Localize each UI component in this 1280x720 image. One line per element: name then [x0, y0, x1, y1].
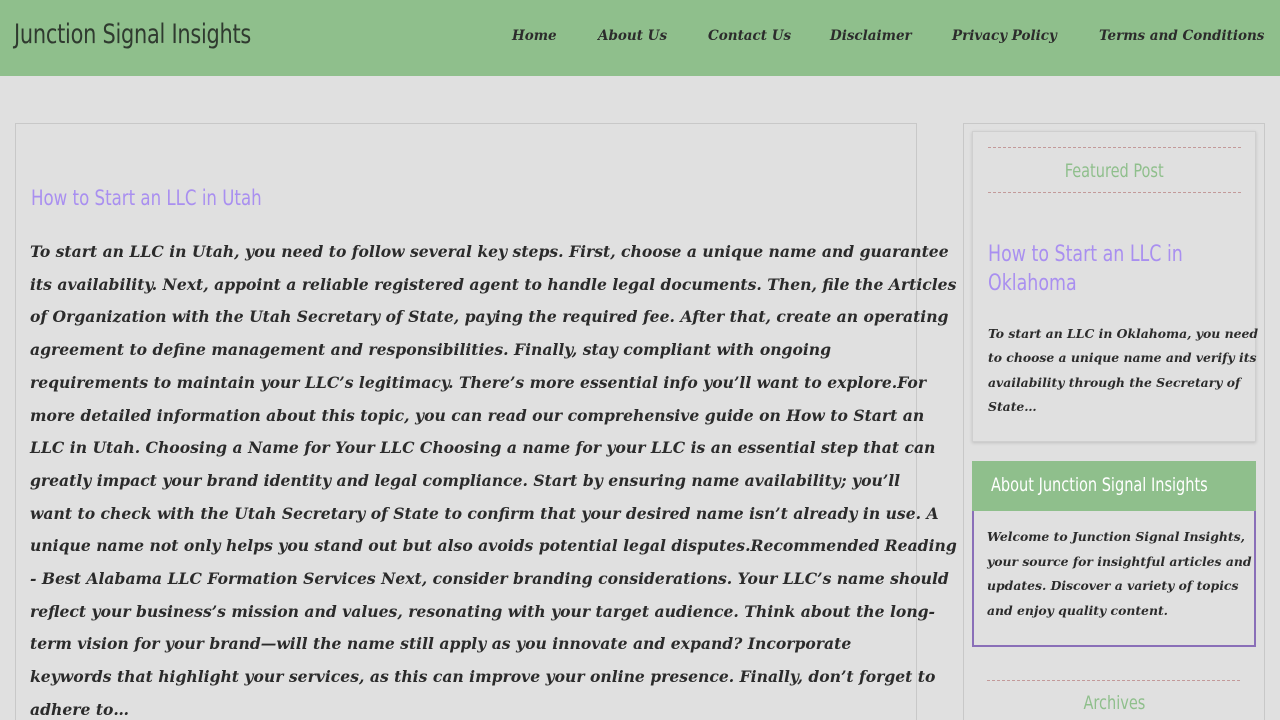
- post-excerpt-line: - Best Alabama LLC Formation Services Next, consider branding considerations. Your LLC’s name should: [30, 569, 949, 589]
- post-excerpt: [30, 236, 957, 720]
- about-widget-text: Welcome to Junction Signal Insights, your source for insightful articles and updates. Discover a variety of topics and enjoy quality content.: [987, 529, 1252, 618]
- nav-about-us[interactable]: About Us: [598, 28, 668, 44]
- post-excerpt-line: keywords that highlight your services, as this can improve your online presence. Finally, don’t forget to: [30, 667, 936, 687]
- nav-disclaimer[interactable]: Disclaimer: [830, 28, 912, 44]
- featured-post-title[interactable]: How to Start an LLC in Oklahoma: [988, 242, 1183, 296]
- main-content: [15, 123, 957, 720]
- about-widget-header: [972, 461, 1256, 511]
- site-header: [0, 0, 1280, 76]
- site-title[interactable]: Junction Signal Insights: [14, 19, 252, 50]
- nav-contact-us[interactable]: Contact Us: [708, 28, 792, 44]
- post-excerpt-line: more detailed information about this topic, you can read our comprehensive guide on How to Start an: [30, 405, 925, 425]
- post-excerpt-line: adhere to…: [30, 699, 130, 719]
- divider: [987, 680, 1240, 681]
- post-excerpt-line: LLC in Utah. Choosing a Name for Your LLC Choosing a name for your LLC is an essential step that can: [30, 438, 936, 458]
- featured-post-excerpt: To start an LLC in Oklahoma, you need to choose a unique name and verify its availability through the Secretary of State…: [988, 326, 1259, 415]
- featured-post-widget: [972, 131, 1259, 442]
- about-widget-heading: About Junction Signal Insights: [991, 474, 1208, 496]
- divider: [988, 192, 1241, 193]
- archives-widget: [972, 666, 1256, 720]
- archives-heading: Archives: [1083, 692, 1145, 714]
- nav-terms-and-conditions[interactable]: Terms and Conditions: [1099, 28, 1265, 44]
- post-excerpt-line: reflect your business’s mission and values, resonating with your target audience. Think about the long-: [30, 601, 936, 621]
- post-excerpt-line: of Organization with the Utah Secretary of State, paying the required fee. After that, create an operating: [30, 307, 949, 327]
- post-excerpt-line: its availability. Next, appoint a reliable registered agent to handle legal documents. Then, file the Articles: [30, 274, 957, 294]
- post-excerpt-line: unique name not only helps you stand out but also avoids potential legal disputes.Recommended Reading: [30, 536, 957, 556]
- post-excerpt-line: agreement to define management and responsibilities. Finally, stay compliant with ongoing: [30, 340, 832, 360]
- nav-home[interactable]: Home: [512, 28, 557, 44]
- featured-post-heading: Featured Post: [1064, 160, 1164, 182]
- post-excerpt-line: greatly impact your brand identity and legal compliance. Start by ensuring name availability; you’ll: [30, 470, 901, 490]
- post-title[interactable]: How to Start an LLC in Utah: [31, 186, 262, 210]
- post-excerpt-line: To start an LLC in Utah, you need to follow several key steps. First, choose a unique name and guarantee: [30, 242, 949, 261]
- post-excerpt-line: requirements to maintain your LLC’s legitimacy. There’s more essential info you’ll want to explore.For: [30, 372, 927, 392]
- divider: [988, 147, 1241, 148]
- about-widget: [972, 461, 1256, 647]
- post-excerpt-line: want to check with the Utah Secretary of State to confirm that your desired name isn’t already in use. A: [30, 503, 939, 523]
- nav-privacy-policy[interactable]: Privacy Policy: [952, 28, 1057, 44]
- post-excerpt-line: term vision for your brand—will the name still apply as you innovate and expand? Incorporate: [30, 634, 852, 654]
